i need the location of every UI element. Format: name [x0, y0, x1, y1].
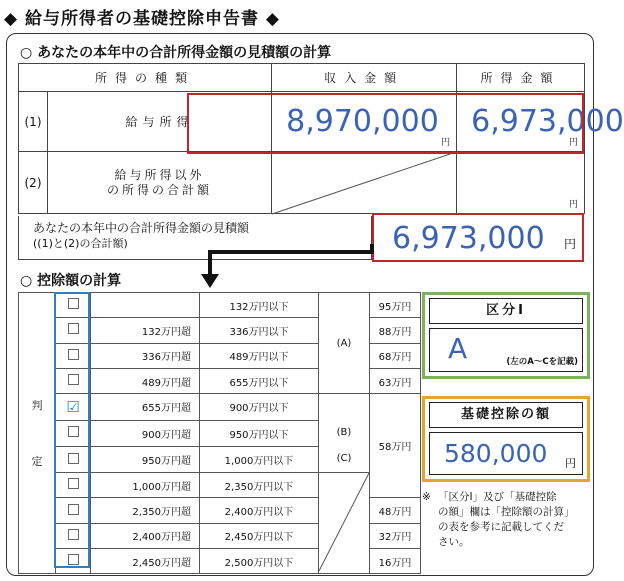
- footnote-line: の表を参考に記載してくだ: [438, 521, 564, 533]
- deduction-amount: 32万円: [370, 523, 421, 548]
- header-income-type: 所得の種類: [19, 64, 272, 92]
- row2-label: [48, 152, 272, 214]
- row2-revenue-cell-disabled: [272, 152, 457, 214]
- range-from: 336万円超: [91, 343, 200, 368]
- footnote-mark: ※: [422, 491, 431, 503]
- range-from: 132万円超: [91, 318, 200, 343]
- row1-revenue-unit: 円: [441, 138, 451, 148]
- deduction-amount: 95万円: [370, 293, 421, 318]
- footnote-line: の額」欄は「控除額の計算」: [438, 506, 575, 518]
- diagonal-strike: [319, 473, 369, 571]
- range-to: 336万円以下: [200, 318, 319, 343]
- range-from: 2,400万円超: [91, 523, 200, 548]
- kubun-field[interactable]: [429, 328, 583, 372]
- range-from: 655万円超: [91, 394, 200, 420]
- class-empty-cell: [319, 473, 370, 574]
- range-to: 1,000万円以下: [200, 446, 319, 472]
- kubun-box: [422, 292, 590, 379]
- row1-number: (1): [19, 92, 48, 152]
- class-a-label: (A): [319, 293, 370, 394]
- total-label-line2: ((1)と(2)の合計額): [33, 237, 128, 250]
- range-from: 2,450万円超: [91, 549, 200, 574]
- deduction-amount: 58万円: [370, 394, 421, 498]
- deduction-amount: 88万円: [370, 318, 421, 343]
- range-to: 2,500万円以下: [200, 549, 319, 574]
- header-revenue: 収入金額: [272, 64, 457, 92]
- range-from: [91, 293, 200, 318]
- deduction-amount: 63万円: [370, 368, 421, 393]
- range-to: 2,450万円以下: [200, 523, 319, 548]
- deduction-amount: 16万円: [370, 549, 421, 574]
- deduction-amount: 48万円: [370, 498, 421, 523]
- range-from: 950万円超: [91, 446, 200, 472]
- range-from: 900万円超: [91, 420, 200, 446]
- row1-income-unit: 円: [568, 138, 578, 148]
- range-from: 1,000万円超: [91, 473, 200, 498]
- checked-checkbox-icon[interactable]: ☑: [66, 397, 80, 416]
- kubun-label: 区分Ⅰ: [429, 298, 583, 324]
- total-value: 6,973,000: [392, 221, 545, 256]
- range-to: 655万円以下: [200, 368, 319, 393]
- range-to: 2,350万円以下: [200, 473, 319, 498]
- judgement-label-2: 定: [31, 455, 43, 469]
- footnote-text: [438, 490, 592, 550]
- row2-number: (2): [19, 152, 48, 214]
- range-to: 132万円以下: [200, 293, 319, 318]
- judgement-label-1: 判: [31, 399, 43, 413]
- header-income-amount: 所得金額: [457, 64, 585, 92]
- total-unit: 円: [563, 237, 576, 251]
- row1-revenue-value: 8,970,000: [286, 104, 439, 139]
- class-bc-label: [319, 394, 370, 473]
- range-from: 489万円超: [91, 368, 200, 393]
- diagonal-strike: [272, 152, 456, 214]
- section2-heading: ○ 控除額の計算: [20, 273, 122, 289]
- row2-label-line1: 給与所得以外: [114, 167, 205, 182]
- deduction-amount: 68万円: [370, 343, 421, 368]
- row2-label-line2: の所得の合計額: [107, 182, 213, 197]
- row1-highlight: [187, 93, 584, 154]
- section1-heading: ○ あなたの本年中の合計所得金額の見積額の計算: [20, 45, 332, 61]
- kubun-note: (左のA〜Cを記載): [506, 357, 578, 367]
- row1-label: 給与所得: [48, 92, 272, 152]
- range-to: 489万円以下: [200, 343, 319, 368]
- kiso-field[interactable]: [429, 432, 583, 475]
- judgement-label: [19, 293, 56, 574]
- kiso-label: 基礎控除の額: [429, 402, 583, 428]
- total-cell[interactable]: [372, 216, 584, 260]
- kiso-box: [422, 396, 590, 482]
- row1-income-value: 6,973,000: [471, 104, 624, 139]
- footnote-line: 「区分Ⅰ」及び「基礎控除: [438, 491, 557, 503]
- class-c-label: (C): [336, 453, 352, 465]
- total-label-line1: あなたの本年中の合計所得金額の見積額: [33, 221, 250, 235]
- row2-income-unit: 円: [568, 200, 578, 210]
- range-to: 2,400万円以下: [200, 498, 319, 523]
- form-title: ◆ 給与所得者の基礎控除申告書 ◆: [4, 9, 280, 29]
- range-to: 900万円以下: [200, 394, 319, 420]
- kubun-value: A: [448, 332, 468, 365]
- kiso-value: 580,000: [444, 439, 548, 468]
- kiso-unit: 円: [565, 457, 576, 470]
- footnote-line: さい。: [438, 536, 470, 548]
- checkbox-column-highlight: [54, 292, 90, 568]
- range-to: 950万円以下: [200, 420, 319, 446]
- row2-income-cell[interactable]: [457, 152, 585, 214]
- class-b-label: (B): [336, 427, 352, 439]
- range-from: 2,350万円超: [91, 498, 200, 523]
- arrow-icon: [196, 240, 376, 292]
